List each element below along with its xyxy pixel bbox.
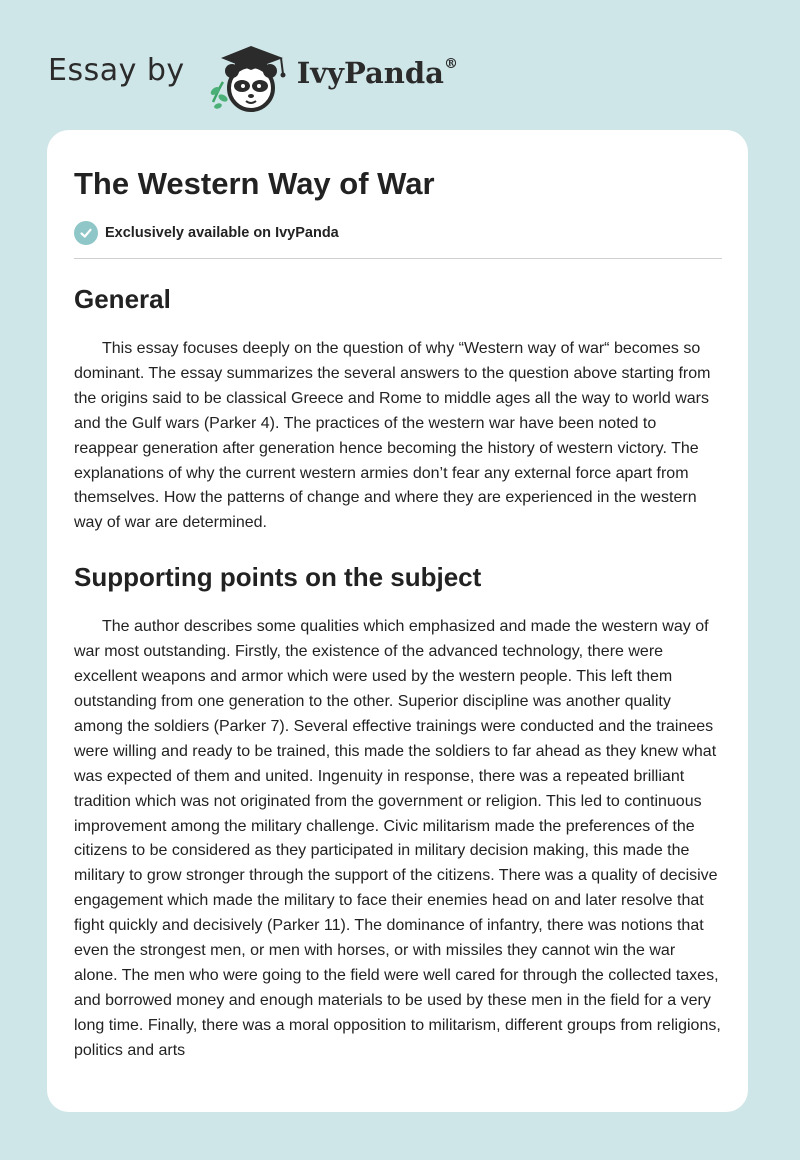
essay-card [47,130,748,1112]
panda-graduate-logo-icon [203,44,293,114]
exclusive-badge-text: Exclusively available on IvyPanda [105,225,339,241]
essay-by-label: Essay by [48,53,185,88]
page-title: The Western Way of War [74,166,435,201]
section-heading-supporting-points: Supporting points on the subject [74,562,482,593]
check-circle-icon [74,221,98,245]
registered-mark: ® [443,55,458,72]
exclusive-badge [74,220,722,246]
brand-name: IvyPanda® [296,55,458,90]
section-paragraph-supporting-points: The author describes some qualities which emphasized and made the western way of war most outstanding. Firstly, the existence of the advanced technology, there were excellent weapons and armor which were used by the western people. This left them outstanding from one generation to the other. Superior discipline was another quality among the soldiers (Parker 7). Several effective trainings were conducted and the trainees were willing and ready to be trained, this made the soldiers to far ahead as they knew what was expected of them and united. Ingenuity in response, there was a repeated brilliant tradition which was not originated from the government or religion. This led to continuous improvement among the military challenge. Civic militarism made the preferences of the citizens to be considered as they participated in military decision making, this made the military to grow stronger through the support of the citizens. There was a quality of decisive engagement which made the military to face their enemies head on and later resolve that fight quickly and decisively (Parker 11). The dominance of infantry, there was notions that even the strongest men, or men with horses, or with missiles they cannot win the war alone. The men who were going to the field were well cared for through the collected taxes, and borrowed money and enough materials to be used by these men in the field for a very long time. Finally, there was a moral opposition to militarism, different groups from religions, politics and arts [74,618,721,1059]
section-heading-general: General [74,284,171,314]
brand-logo[interactable] [48,40,458,110]
site-header [0,0,800,130]
divider [74,258,722,259]
section-paragraph-general: This essay focuses deeply on the question of why “Western way of war“ becomes so dominant. The essay summarizes the several answers to the question above starting from the origins said to be classical Greece and Rome to middle ages all the way to world wars and the Gulf wars (Parker 4). The practices of the western war have been noted to reappear generation after generation hence becoming the history of western victory. The explanations of why the current western armies don’t fear any external force apart from themselves. How the patterns of change and where they are experienced in the western way of war are determined. [74,340,711,532]
